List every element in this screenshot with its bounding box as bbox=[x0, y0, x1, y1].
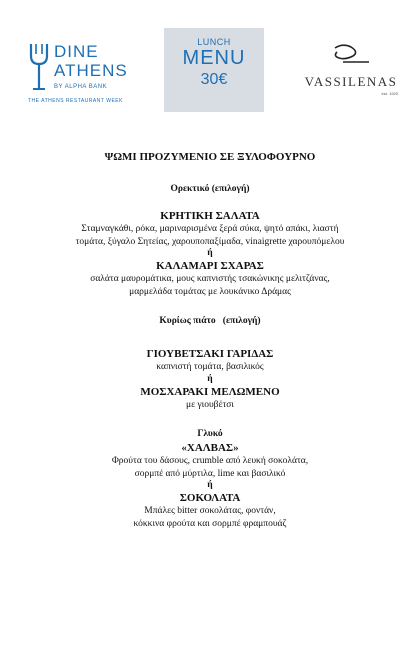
dine-athens-wordmark bbox=[54, 42, 128, 80]
main-2-name: ΜΟΣΧΑΡΑΚΙ ΜΕΛΩΜΕΝΟ bbox=[140, 385, 280, 398]
or-separator-1: ή bbox=[207, 248, 213, 258]
dessert-1-desc-1: Φρούτα του δάσους, crumble από λευκή σοκολάτα, bbox=[111, 456, 309, 466]
dine-athens-tagline: THE ATHENS RESTAURANT WEEK bbox=[28, 98, 123, 104]
vassilenas-est: est. 1920 bbox=[381, 91, 398, 96]
lunch-menu-badge bbox=[164, 28, 264, 112]
main-1-desc: καπνιστή τομάτα, βασιλικός bbox=[156, 362, 264, 372]
dine-athens-logo bbox=[28, 40, 138, 110]
dessert-1-name: «ΧΑΛΒΑΣ» bbox=[181, 442, 239, 454]
starter-2-desc-2: μαρμελάδα τομάτας με λουκάνικο Δράμας bbox=[129, 286, 291, 297]
main-heading: Κυρίως πιάτο (επιλογή) bbox=[159, 316, 261, 326]
starter-2-desc-1: σαλάτα μαυρομάτικα, μους καπνιστής τσακώνικης μελιτζάνας, bbox=[90, 274, 330, 284]
main-2-desc: με γιουβέτσι bbox=[186, 399, 234, 410]
main-1-name: ΓΙΟΥΒΕΤΣΑΚΙ ΓΑΡΙΔΑΣ bbox=[146, 348, 274, 360]
or-separator-2: ή bbox=[207, 373, 213, 384]
starter-1-desc-2: τομάτα, ξύγαλο Σητείας, χαρουποπαξίμαδα, vinaigrette χαρουπόμελου bbox=[75, 236, 345, 247]
starter-1-desc-1: Σταμναγκάθι, ρόκα, μαριναρισμένα ξερά σύκα, ψητό απάκι, λιαστή bbox=[81, 224, 339, 234]
dessert-1-desc-2: σορμπέ από μύρτιλα, lime και βασιλικό bbox=[134, 468, 286, 479]
dessert-heading: Γλυκό bbox=[197, 429, 223, 439]
dine-athens-line2: ATHENS bbox=[54, 61, 128, 80]
starter-2-name: ΚΑΛΑΜΑΡΙ ΣΧΑΡΑΣ bbox=[156, 260, 264, 272]
dessert-2-desc-2: κόκκινα φρούτα και σορμπέ φραμπουάζ bbox=[133, 518, 287, 529]
swirl-icon bbox=[331, 42, 371, 68]
dessert-2-name: ΣΟΚΟΛΑΤΑ bbox=[179, 492, 241, 504]
dine-athens-sub: BY ALPHA BANK bbox=[54, 84, 108, 90]
lunch-label: LUNCH bbox=[197, 37, 231, 47]
or-separator-3: ή bbox=[207, 480, 213, 490]
dine-athens-line1: DINE bbox=[54, 42, 99, 61]
lunch-price: 30€ bbox=[200, 71, 228, 88]
starter-1-name: ΚΡΗΤΙΚΗ ΣΑΛΑΤΑ bbox=[160, 210, 260, 222]
vassilenas-name: VASSILENAS bbox=[304, 74, 398, 89]
lunch-menu-label: MENU bbox=[182, 47, 246, 69]
wine-glass-fork-icon bbox=[28, 42, 50, 92]
menu-body bbox=[0, 150, 420, 530]
bread-title: ΨΩΜΙ ΠΡΟΖΥΜΕΝΙΟ ΣΕ ΞΥΛΟΦΟΥΡΝΟ bbox=[104, 151, 316, 163]
starter-heading: Ορεκτικό (επιλογή) bbox=[170, 184, 250, 194]
vassilenas-logo bbox=[296, 42, 406, 102]
dessert-2-desc-1: Μπάλες bitter σοκολάτας, φοντάν, bbox=[144, 506, 276, 516]
header bbox=[0, 0, 420, 125]
